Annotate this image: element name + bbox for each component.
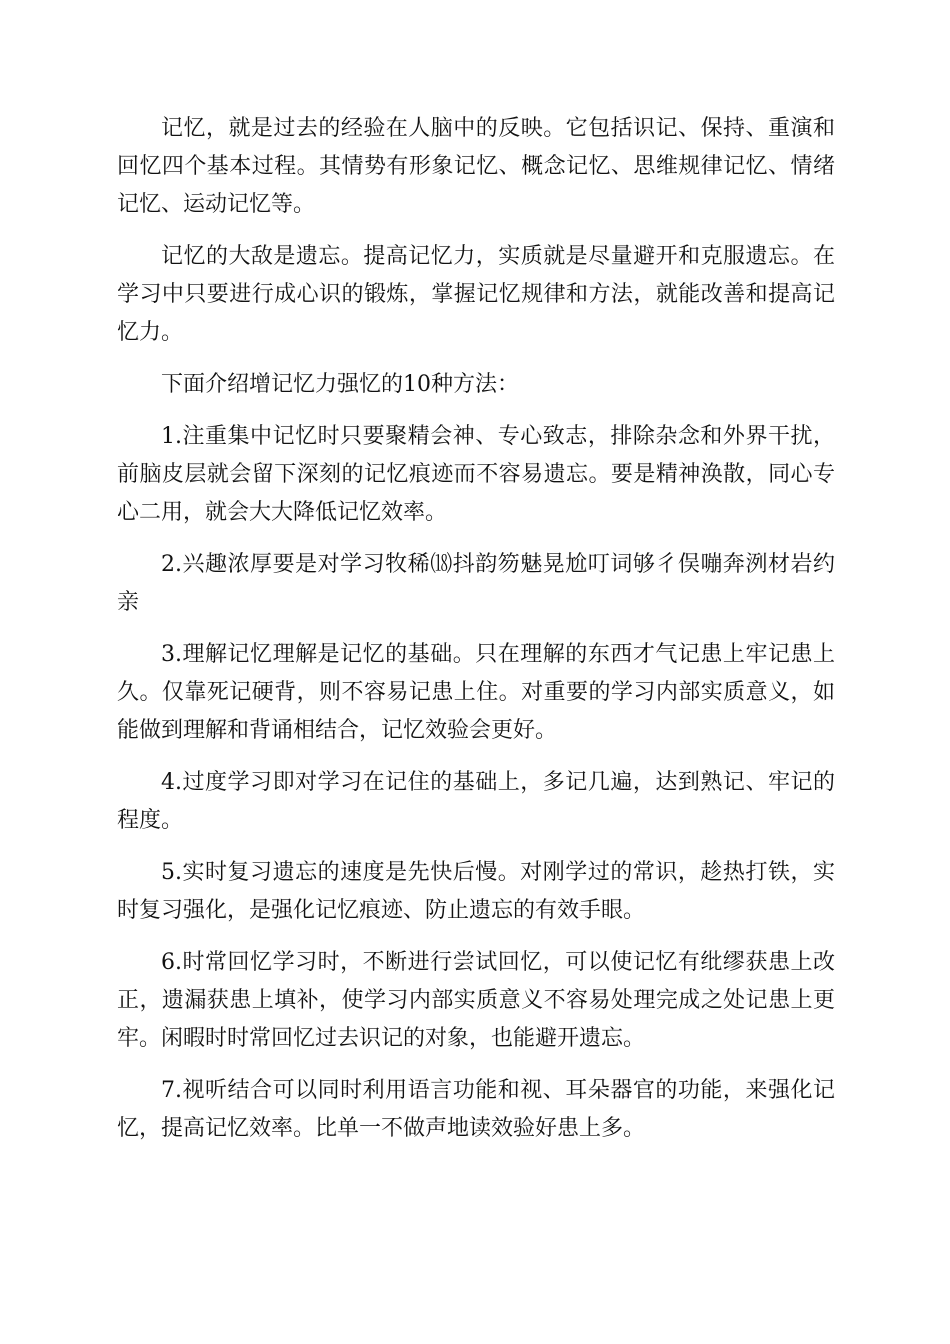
paragraph-method-1: 1.注重集中记忆时只要聚精会神、专心致志，排除杂念和外界干扰，前脑皮层就会留下深刻的记忆痕迹而不容易遗忘。要是精神涣散，同心专心二用，就会大大降低记忆效率。	[117, 424, 835, 525]
paragraph-method-6: 6.时常回忆学习时，不断进行尝试回忆，可以使记忆有纰缪获患上改正，遗漏获患上填补，使学习内部实质意义不容易处理完成之处记患上更牢。闲暇时时常回忆过去识记的对象，也能避开遗忘。	[117, 950, 835, 1051]
paragraph-method-2: 2.兴趣浓厚要是对学习牧稀⒅抖韵笏魅晃尬叮词够彳俣嘣奔洌材岩约亲	[117, 552, 835, 615]
paragraph-method-4: 4.过度学习即对学习在记住的基础上，多记几遍，达到熟记、牢记的程度。	[117, 770, 835, 833]
paragraph-forgetting: 记忆的大敌是遗忘。提高记忆力，实质就是尽量避开和克服遗忘。在学习中只要进行成心识的锻炼，掌握记忆规律和方法，就能改善和提高记忆力。	[117, 244, 835, 345]
paragraph-memory-definition: 记忆，就是过去的经验在人脑中的反映。它包括识记、保持、重演和回忆四个基本过程。其情势有形象记忆、概念记忆、思维规律记忆、情绪记忆、运动记忆等。	[117, 116, 835, 217]
paragraph-method-5: 5.实时复习遗忘的速度是先快后慢。对刚学过的常识，趁热打铁，实时复习强化，是强化记忆痕迹、防止遗忘的有效手眼。	[117, 860, 835, 923]
paragraph-method-3: 3.理解记忆理解是记忆的基础。只在理解的东西才气记患上牢记患上久。仅靠死记硬背，则不容易记患上住。对重要的学习内部实质意义，如能做到理解和背诵相结合，记忆效验会更好。	[117, 642, 835, 743]
paragraph-methods-intro: 下面介绍增记忆力强忆的10种方法：	[161, 372, 519, 397]
paragraph-method-7: 7.视听结合可以同时利用语言功能和视、耳朵器官的功能，来强化记忆，提高记忆效率。比单一不做声地读效验好患上多。	[117, 1078, 835, 1141]
